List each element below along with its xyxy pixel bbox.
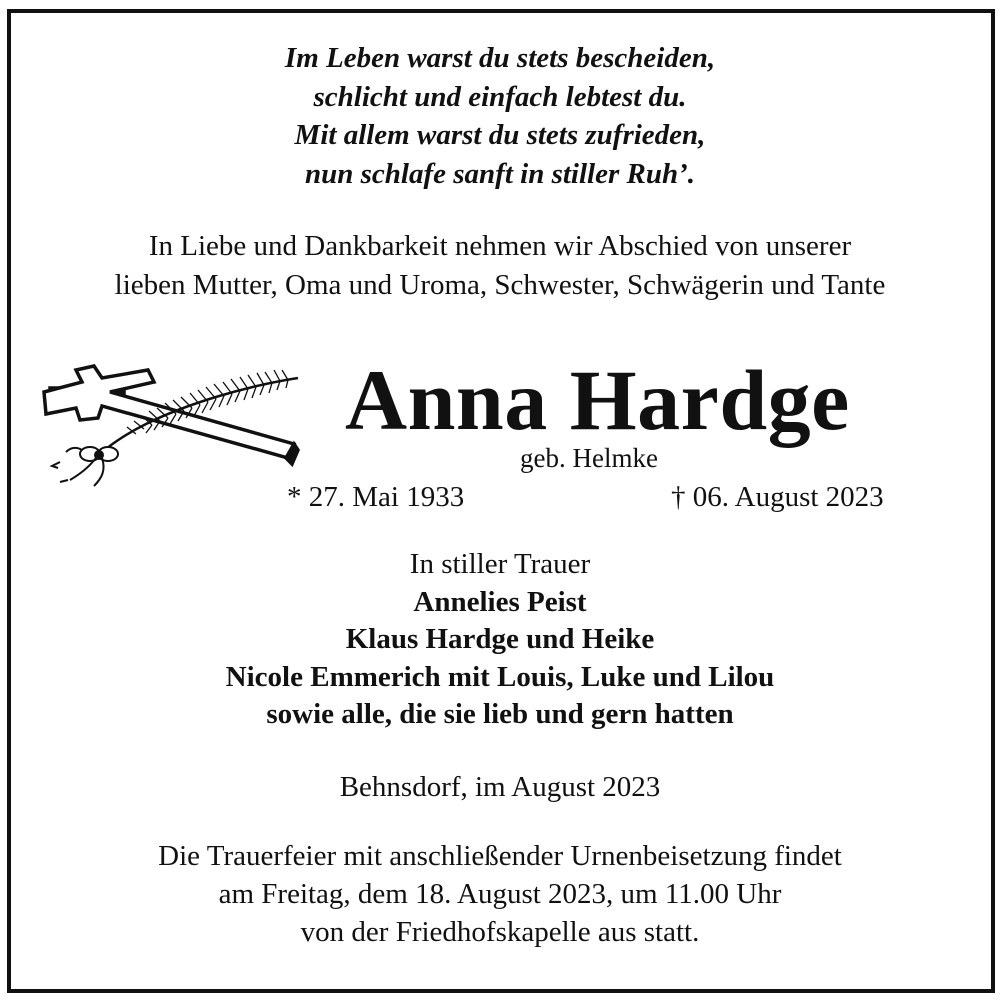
mourner-name: Nicole Emmerich mit Louis, Luke und Lilou — [225, 660, 775, 693]
farewell-intro — [0, 227, 1000, 305]
memorial-poem — [0, 39, 1000, 193]
intro-line: In Liebe und Dankbarkeit nehmen wir Abschied von unserer — [148, 230, 852, 262]
mourners-block — [0, 546, 1000, 734]
poem-line: schlicht und einfach lebtest du. — [313, 80, 687, 113]
poem-line: Mit allem warst du stets zufrieden, — [294, 119, 706, 151]
poem-line: Im Leben warst du stets bescheiden, — [284, 42, 716, 74]
funeral-service-info — [0, 837, 1000, 951]
mourners-heading: In stiller Trauer — [409, 548, 591, 580]
place-and-date: Behnsdorf, im August 2023 — [339, 771, 661, 803]
service-line: von der Friedhofskapelle aus statt. — [300, 916, 700, 948]
cross-with-palm-branch-icon — [36, 358, 308, 490]
service-line: am Freitag, dem 18. August 2023, um 11.00 Uhr — [218, 878, 782, 910]
death-date: † 06. August 2023 — [671, 481, 884, 513]
intro-line: lieben Mutter, Oma und Uroma, Schwester, Schwägerin und Tante — [114, 269, 886, 301]
birth-date: * 27. Mai 1933 — [287, 481, 465, 513]
deceased-name: Anna Hardge — [345, 352, 850, 448]
service-line: Die Trauerfeier mit anschließender Urnenbeisetzung findet — [158, 840, 842, 872]
mourner-name: Klaus Hardge und Heike — [345, 623, 655, 655]
mourner-name: sowie alle, die sie lieb und gern hatten — [266, 698, 734, 730]
poem-line: nun schlafe sanft in stiller Ruh’. — [305, 157, 695, 190]
mourner-name: Annelies Peist — [413, 585, 587, 618]
maiden-name: geb. Helmke — [520, 443, 658, 473]
